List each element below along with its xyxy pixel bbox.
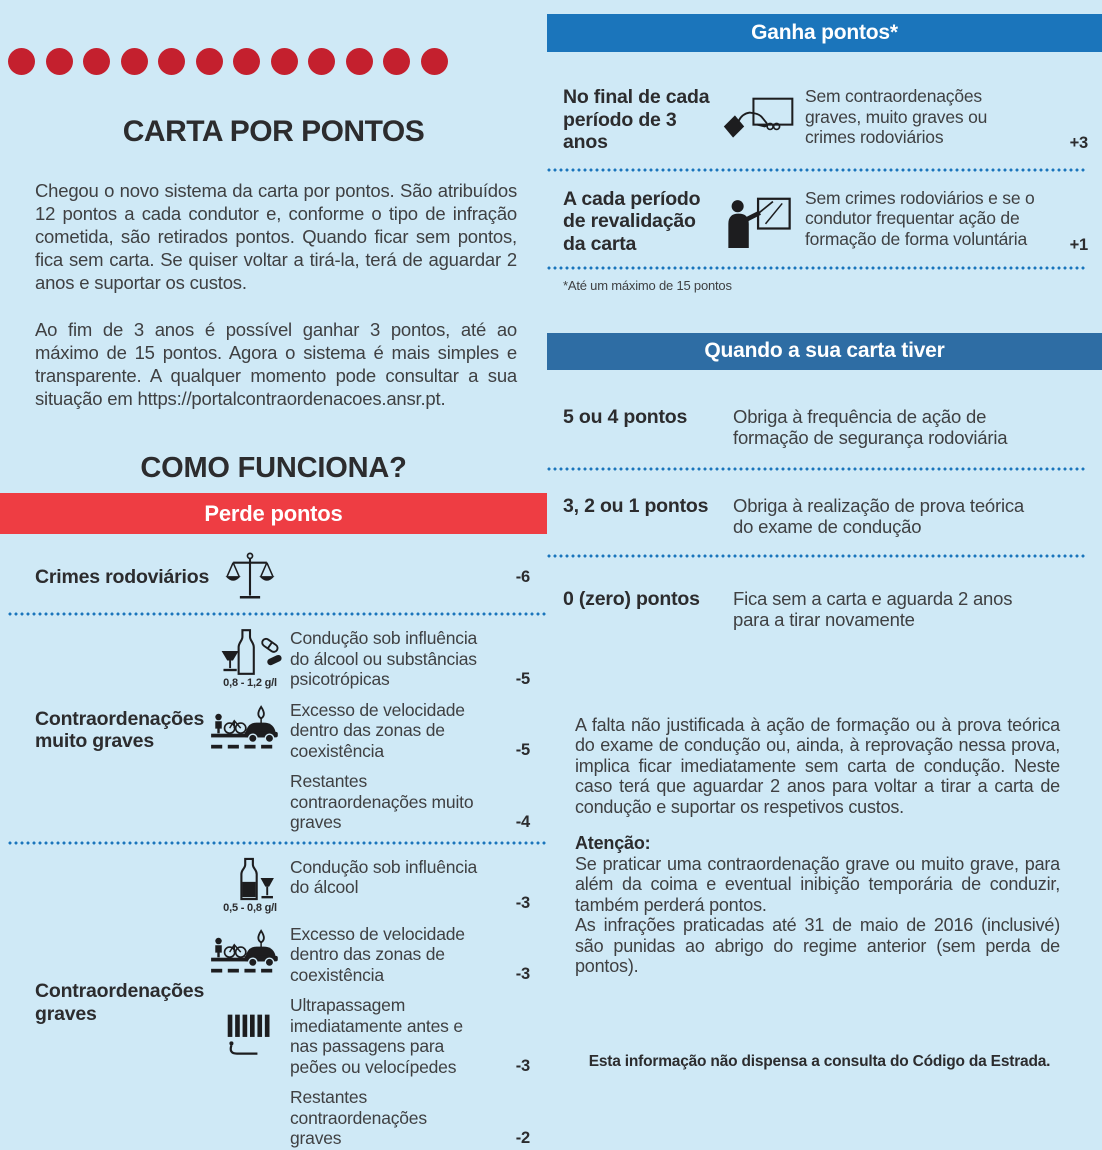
- muito-graves-group: [0, 628, 547, 833]
- points-value: -5: [515, 741, 530, 759]
- red-dot: [383, 48, 410, 75]
- red-dot: [346, 48, 373, 75]
- max-points-footnote: *Até um máximo de 15 pontos: [563, 277, 732, 293]
- red-dot: [121, 48, 148, 75]
- infraction-text: Restantes contraordenações muito graves: [290, 771, 474, 832]
- red-dot: [83, 48, 110, 75]
- gain-item: [547, 188, 1102, 256]
- points-value: -6: [515, 567, 530, 586]
- justice-scales-icon: [210, 550, 290, 604]
- intro-paragraph-2: Ao fim de 3 anos é possível ganhar 3 pontos, até ao máximo de 15 pontos. Agora o sistema é mais simples e transparente. A qualquer momento pode consultar a sua situação em https://portalcontraordenacoes.ansr.pt.: [35, 319, 517, 409]
- status-row-text: Obriga à frequência de ação de formação de segurança rodoviária: [733, 405, 1008, 449]
- infraction-item: [210, 700, 530, 762]
- status-row-text: Obriga à realização de prova teórica do exame de condução: [733, 494, 1025, 538]
- crimes-row: [0, 550, 547, 604]
- gain-item-label: No final de cada período de 3 anos: [563, 86, 710, 154]
- attention-paragraph-2: As infrações praticadas até 31 de maio de 2016 (inclusivé) são punidas ao abrigo do regime anterior (sem perda de pontos).: [575, 915, 1060, 977]
- red-dot: [421, 48, 448, 75]
- points-dots: [8, 48, 547, 75]
- status-row: [547, 495, 1102, 538]
- status-row: [547, 406, 1102, 449]
- red-dot: [8, 48, 35, 75]
- gain-item-text: Sem contraordenações graves, muito graves ou crimes rodoviários: [805, 86, 988, 147]
- graves-label: Contraordenações graves: [35, 979, 205, 1025]
- gain-points-banner: [547, 14, 1102, 52]
- infraction-text: Condução sob influência do álcool ou substâncias psicotrópicas: [290, 628, 478, 689]
- points-value: -2: [515, 1128, 530, 1147]
- gain-item-label: A cada período de revalidação da carta: [563, 187, 701, 256]
- points-value: -3: [515, 893, 530, 912]
- dotted-divider: [547, 266, 1086, 270]
- status-row-label: 5 ou 4 pontos: [563, 405, 688, 428]
- alcohol-level-caption: 0,8 - 1,2 g/l: [223, 677, 277, 690]
- left-column: [0, 0, 547, 1149]
- red-dot: [158, 48, 185, 75]
- dotted-divider: [8, 612, 547, 616]
- infraction-item: [210, 995, 530, 1077]
- points-value: +3: [1069, 133, 1088, 152]
- attention-label: Atenção:: [575, 833, 651, 854]
- pedestrian-bike-car-zone-icon: [210, 929, 290, 979]
- gain-item: [547, 86, 1102, 154]
- status-row-text: Fica sem a carta e aguarda 2 anos para a tirar novamente: [733, 587, 1013, 631]
- page-title: CARTA POR PONTOS: [122, 115, 425, 148]
- infraction-item: [210, 1087, 530, 1149]
- infraction-item: [210, 857, 530, 914]
- crimes-label: Crimes rodoviários: [35, 565, 210, 588]
- license-status-banner-label: Quando a sua carta tiver: [704, 339, 945, 363]
- instructor-whiteboard-icon: [713, 196, 805, 248]
- dotted-divider: [547, 168, 1086, 172]
- infraction-item: [210, 771, 530, 833]
- bottle-glass-pills-icon: [210, 628, 290, 689]
- infraction-text: Excesso de velocidade dentro das zonas de coexistência: [290, 923, 465, 985]
- failure-note-paragraph: A falta não justificada à ação de formação ou à prova teórica do exame de condução ou, ainda, à reprovação nessa prova, implica ficar imediatamente sem carta de condução. Neste caso terá que aguardar 2 anos para voltar a tirar a carta de condução e suportar os respetivos custos.: [575, 714, 1060, 817]
- alcohol-level-caption: 0,5 - 0,8 g/l: [223, 901, 277, 914]
- right-column: [547, 0, 1102, 1071]
- intro-paragraph-1: Chegou o novo sistema da carta por pontos. São atribuídos 12 pontos a cada condutor e, conforme o tipo de infração cometida, são retirados pontos. Quando ficar sem pontos, fica sem carta. Se quiser voltar a tirá-la, terá de aguardar 2 anos e suportar os custos.: [35, 180, 517, 293]
- infraction-item: [210, 924, 530, 986]
- pedestrian-bike-car-zone-icon: [210, 705, 290, 755]
- lose-points-banner: [0, 493, 547, 534]
- gain-item-text: Sem crimes rodoviários e se o condutor frequentar ação de formação de forma voluntária: [805, 187, 1035, 249]
- attention-paragraph-1: Se praticar uma contraordenação grave ou muito grave, para além da coima e eventual inibição temporária de conduzir, também perderá pontos.: [575, 853, 1060, 915]
- infraction-text: Restantes contraordenações graves: [290, 1087, 427, 1148]
- points-value: +1: [1069, 235, 1088, 254]
- points-value: -4: [515, 812, 530, 831]
- red-dot: [308, 48, 335, 75]
- bottle-glass-icon: [210, 857, 290, 914]
- infraction-item: [210, 628, 530, 690]
- hand-holding-card-icon: [713, 95, 805, 145]
- red-dot: [46, 48, 73, 75]
- status-row: [547, 588, 1102, 631]
- status-row-label: 0 (zero) pontos: [563, 587, 700, 610]
- red-dot: [196, 48, 223, 75]
- dotted-divider: [547, 467, 1086, 471]
- infraction-text: Excesso de velocidade dentro das zonas de coexistência: [290, 699, 465, 761]
- status-row-label: 3, 2 ou 1 pontos: [563, 494, 709, 517]
- legal-footer: Esta informação não dispensa a consulta do Código da Estrada.: [588, 1052, 1051, 1070]
- infraction-text: Ultrapassagem imediatamente antes e nas passagens para peões ou velocípedes: [290, 995, 463, 1077]
- gain-points-banner-label: Ganha pontos*: [751, 21, 898, 44]
- graves-group: [0, 857, 547, 1149]
- red-dot: [233, 48, 260, 75]
- dotted-divider: [8, 841, 547, 845]
- red-dot: [271, 48, 298, 75]
- points-value: -3: [515, 1057, 530, 1075]
- crosswalk-overtaking-icon: [210, 1012, 290, 1060]
- dotted-divider: [547, 554, 1086, 558]
- infraction-text: Condução sob influência do álcool: [290, 856, 478, 897]
- license-status-banner: [547, 333, 1102, 370]
- how-it-works-heading: COMO FUNCIONA?: [140, 452, 407, 484]
- lose-points-banner-label: Perde pontos: [204, 500, 343, 526]
- points-value: -5: [515, 669, 530, 688]
- points-value: -3: [515, 965, 530, 983]
- muito-graves-label: Contraordenações muito graves: [35, 707, 205, 753]
